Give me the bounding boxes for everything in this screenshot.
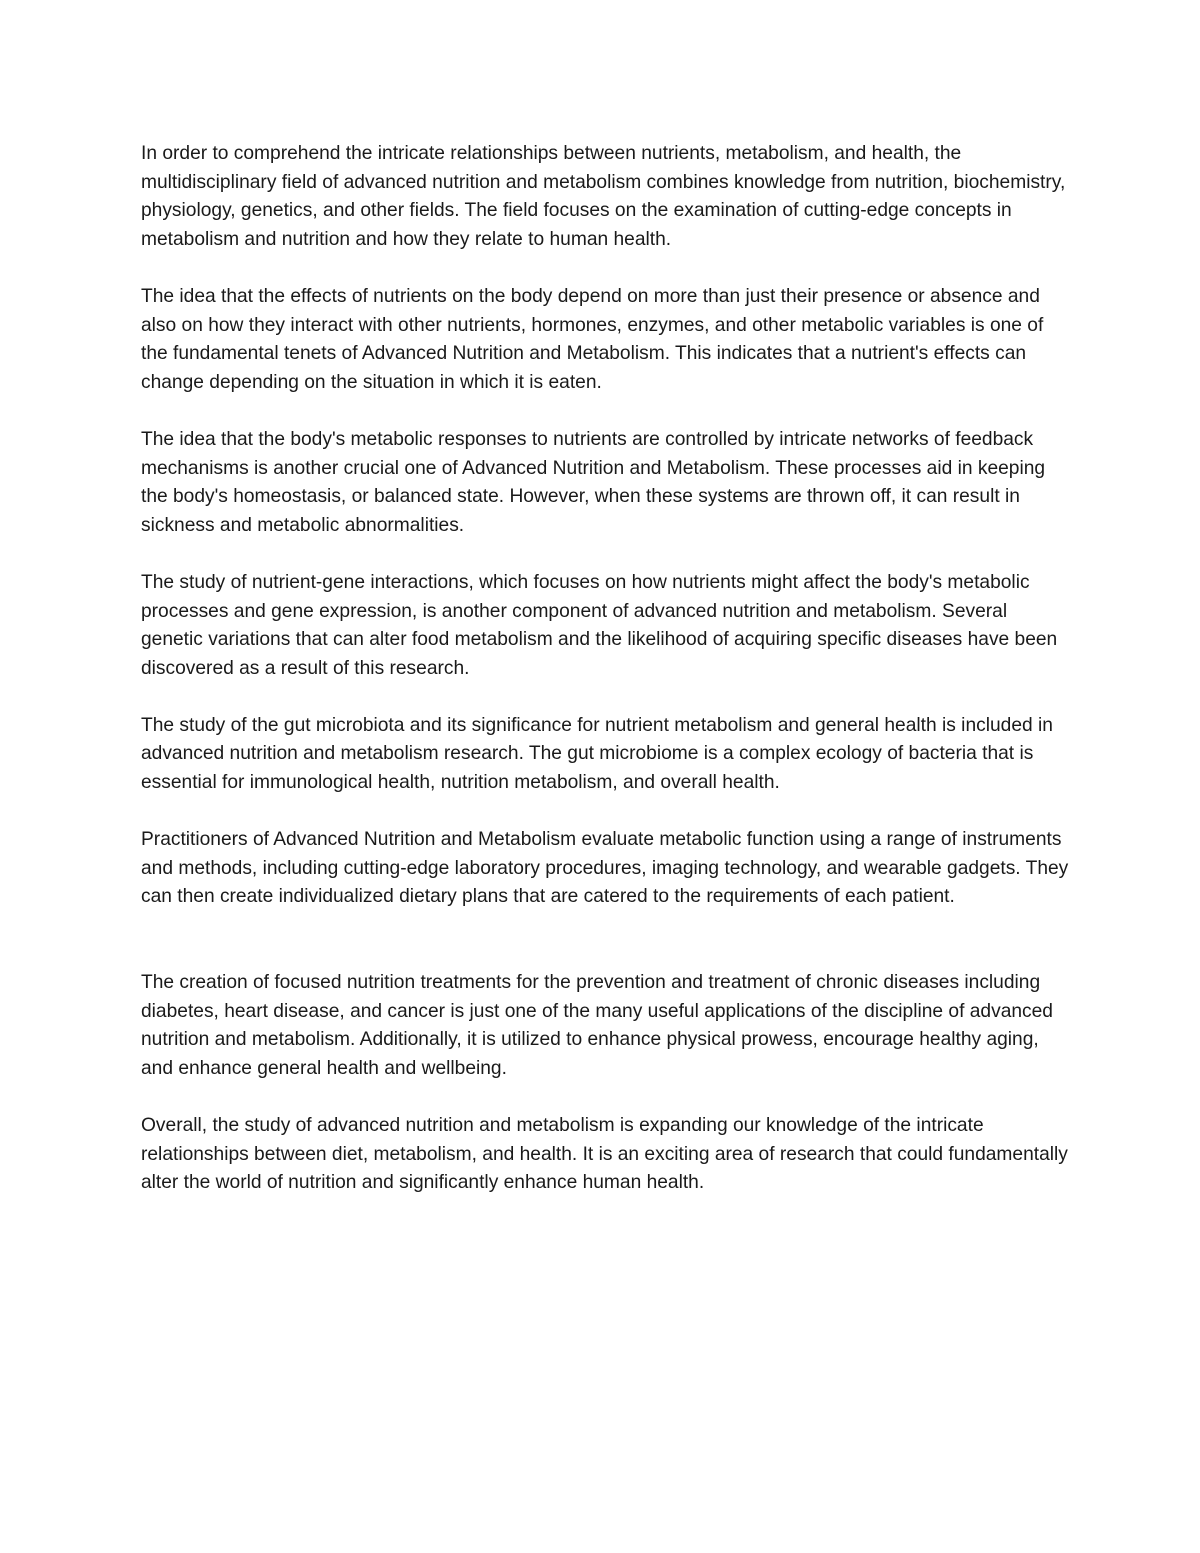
paragraph-gut-microbiota: The study of the gut microbiota and its significance for nutrient metabolism and general health is included in advanced nutrition and metabolism research. The gut microbiome is a complex ecology of bacteria that is essential for immunological health, nutrition metabolism, and overall health. [141,714,1053,794]
paragraph-feedback-mechanisms: The idea that the body's metabolic responses to nutrients are controlled by intricate networks of feedback mechanisms is another crucial one of Advanced Nutrition and Metabolism. These processes aid in keeping the body's homeostasis, or balanced state. However, when these systems are thrown off, it can result in sickness and metabolic abnormalities. [141,428,1046,536]
paragraph-conclusion: Overall, the study of advanced nutrition and metabolism is expanding our knowledge of the intricate relationships between diet, metabolism, and health. It is an exciting area of research that could fundamentally alter the world of nutrition and significantly enhance human health. [141,1115,1068,1194]
paragraph-nutrient-interactions: The idea that the effects of nutrients on the body depend on more than just their presence or absence and also on how they interact with other nutrients, hormones, enzymes, and other metabolic variables is one of the fundamental tenets of Advanced Nutrition and Metabolism. This indicates that a nutrient's effects can change depending on the situation in which it is eaten. [141,285,1044,393]
paragraph-intro: In order to comprehend the intricate relationships between nutrients, metabolism, and health, the multidisciplinary field of advanced nutrition and metabolism combines knowledge from nutrition, biochemistry, physiology, genetics, and other fields. The field focuses on the examination of cutting-edge concepts in metabolism and nutrition and how they relate to human health. [141,143,1066,250]
paragraph-nutrient-gene: The study of nutrient-gene interactions, which focuses on how nutrients might affect the body's metabolic processes and gene expression, is another component of advanced nutrition and metabolism. Several genetic variations that can alter food metabolism and the likelihood of acquiring specific diseases have been discovered as a result of this research. [141,571,1058,679]
paragraph-practitioners: Practitioners of Advanced Nutrition and Metabolism evaluate metabolic function using a range of instruments and methods, including cutting-edge laboratory procedures, imaging technology, and wearable gadgets. They can then create individualized dietary plans that are catered to the requirements of each patient. [141,829,1069,908]
paragraph-applications: The creation of focused nutrition treatments for the prevention and treatment of chronic diseases including diabetes, heart disease, and cancer is just one of the many useful applications of the discipline of advanced nutrition and metabolism. Additionally, it is utilized to enhance physical prowess, encourage healthy aging, and enhance general health and wellbeing. [141,972,1053,1079]
document-body [141,140,1071,1198]
